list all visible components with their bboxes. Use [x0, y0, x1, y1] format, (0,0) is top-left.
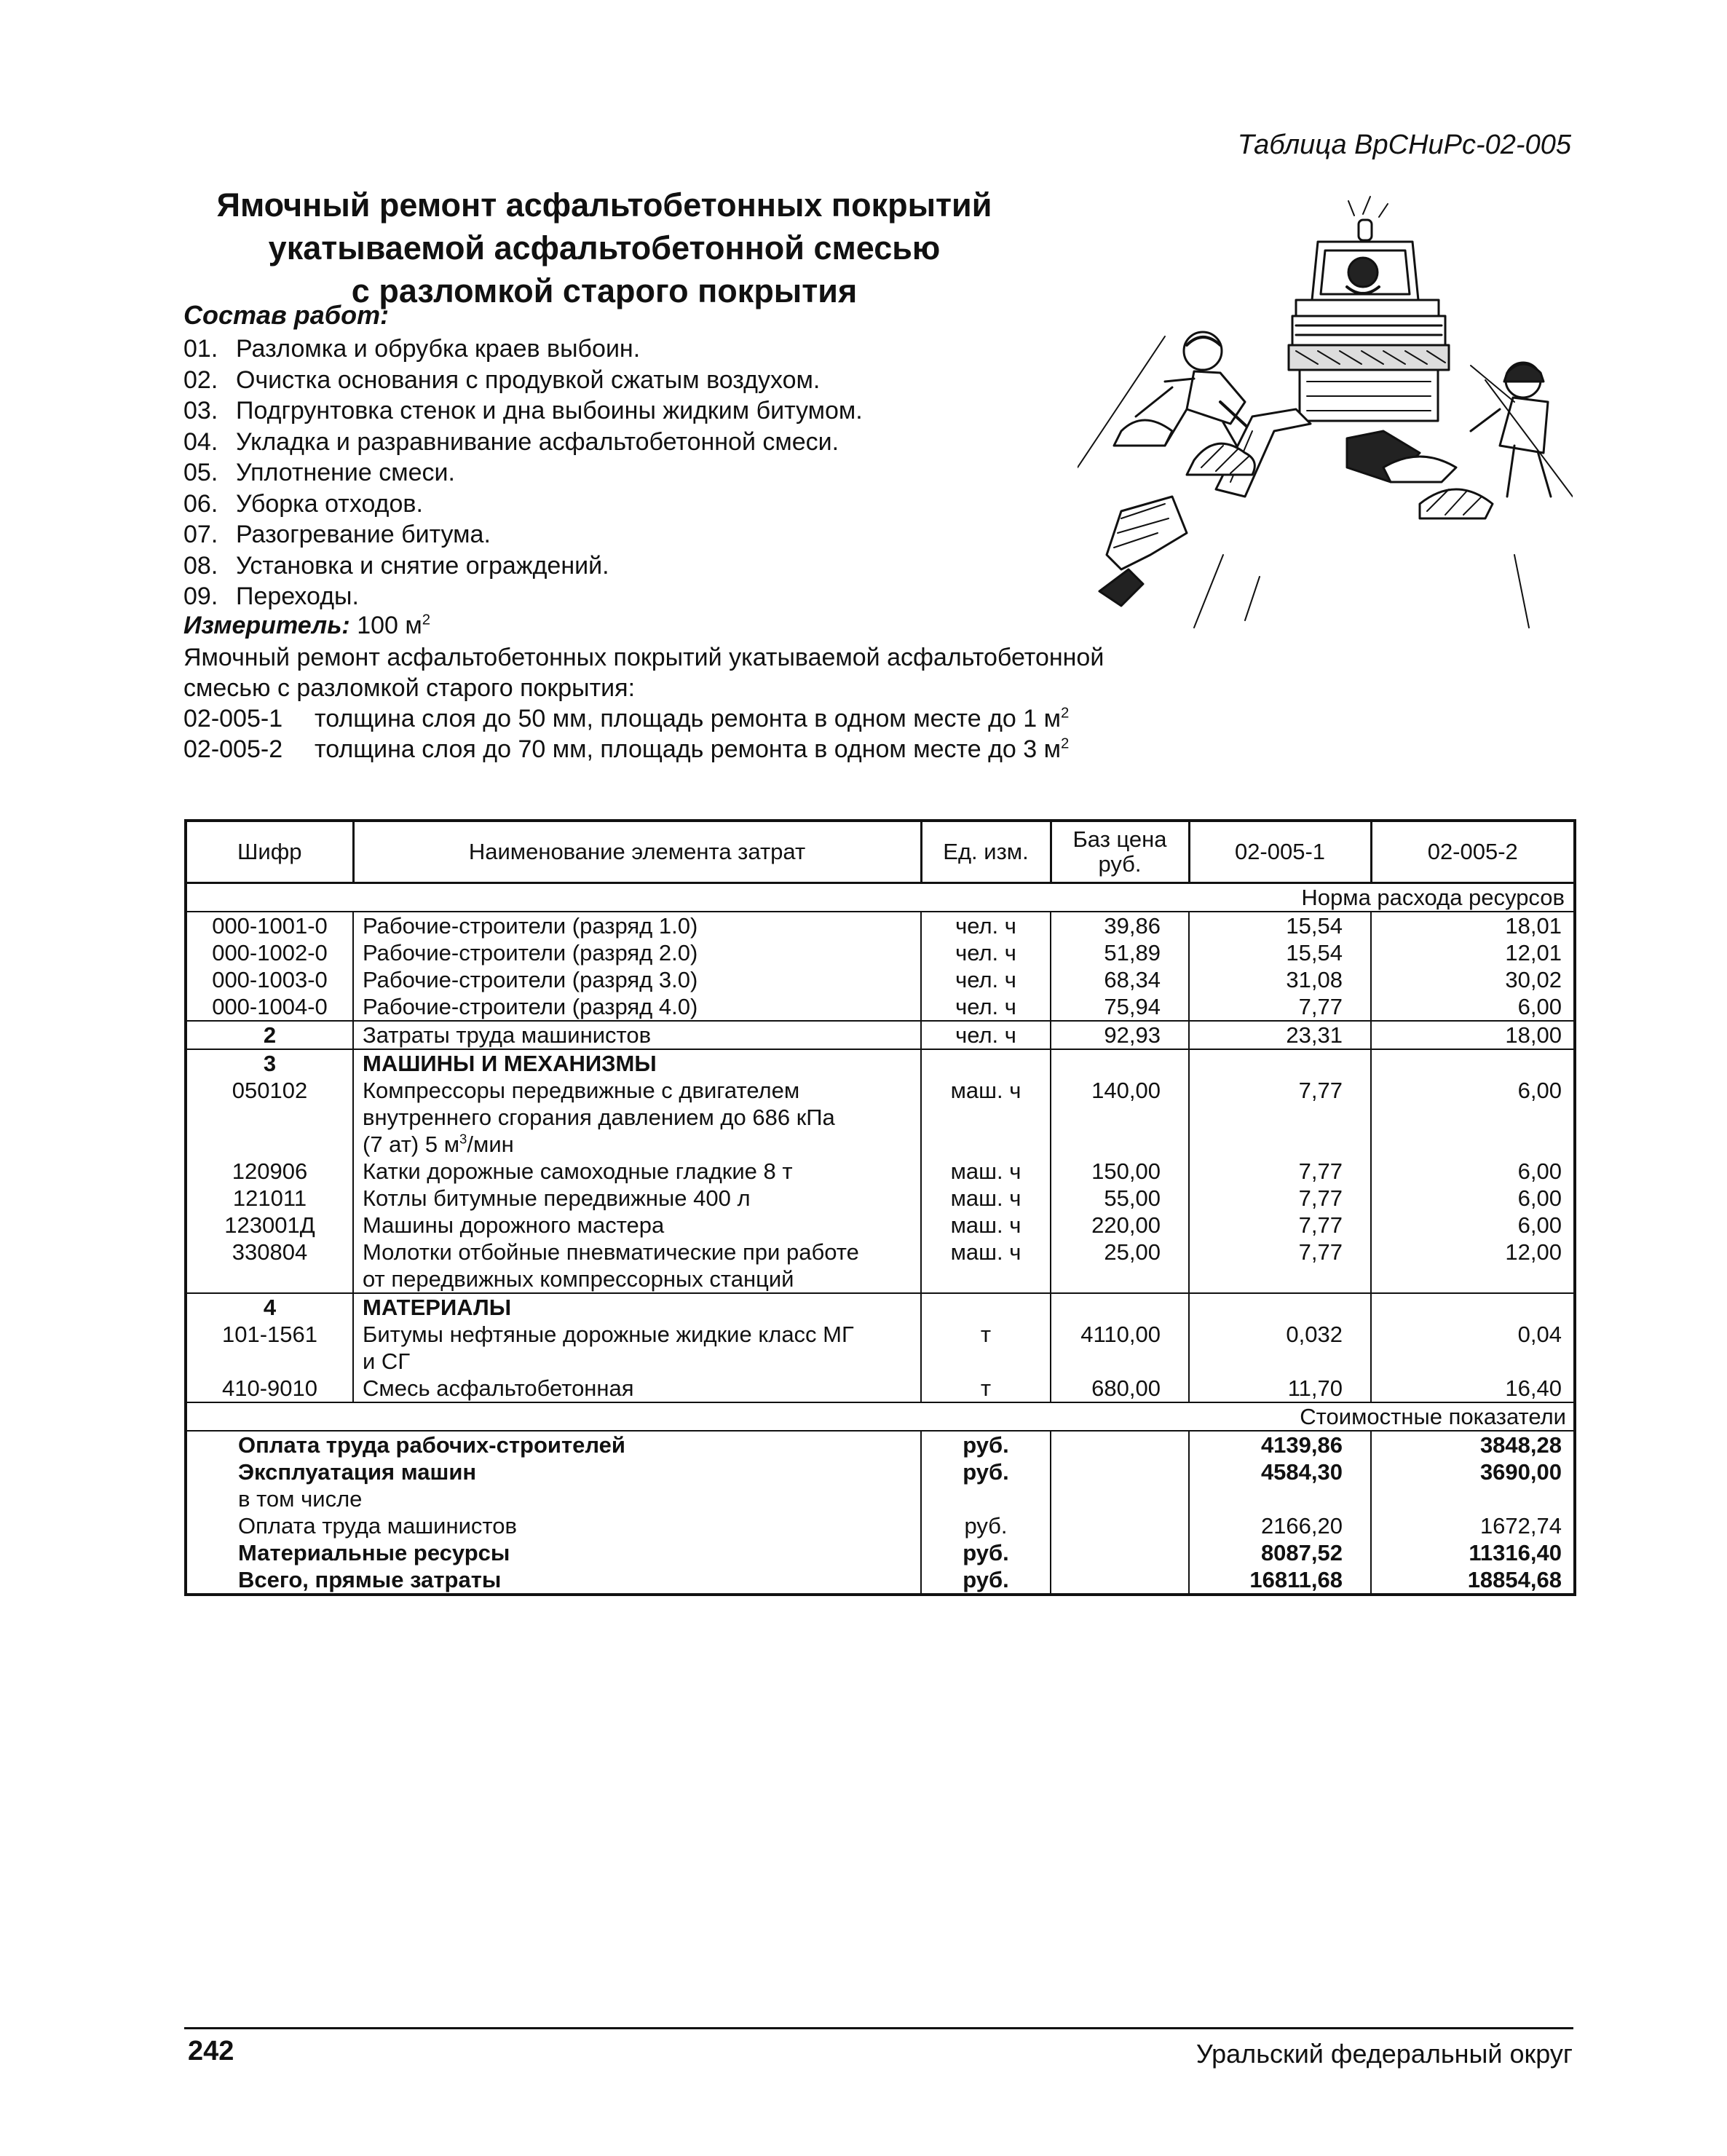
variant-text: толщина слоя до 50 мм, площадь ремонта в одном месте до 1 м — [315, 705, 1061, 733]
header-unit: Ед. изм. — [921, 821, 1051, 883]
work-item — [183, 457, 863, 489]
work-item-text: Разогревание битума. — [236, 521, 491, 548]
row-price: 220,00 — [1051, 1212, 1189, 1239]
row-variant-1: 7,77 — [1189, 993, 1371, 1021]
table-row — [186, 1321, 1575, 1375]
row-name-text: /мин — [467, 1132, 514, 1157]
work-item-number: 05. — [183, 459, 218, 486]
row-price: 39,86 — [1051, 912, 1189, 939]
total-label: Материальные ресурсы — [238, 1540, 510, 1565]
total-variant-1: 2166,20 — [1189, 1512, 1371, 1539]
table-row — [186, 1212, 1575, 1239]
row-unit: чел. ч — [921, 966, 1051, 993]
total-label: Оплата труда машинистов — [238, 1513, 517, 1539]
variant-row — [183, 703, 1104, 734]
total-variant-2: 11316,40 — [1371, 1539, 1575, 1566]
row-price: 680,00 — [1051, 1375, 1189, 1402]
header-price: Баз цена руб. — [1051, 821, 1189, 883]
work-item — [183, 365, 863, 396]
work-item-number: 06. — [183, 489, 218, 518]
row-code: 121011 — [232, 1185, 307, 1211]
work-item-text: Очистка основания с продувкой сжатым воздухом. — [236, 366, 821, 394]
work-item-number: 04. — [183, 427, 218, 456]
empty-cell — [921, 1049, 1051, 1077]
work-item-text: Подгрунтовка стенок и дна выбоины жидким битумом. — [236, 397, 863, 425]
totals-row — [186, 1485, 1575, 1512]
empty-cell — [1371, 1293, 1575, 1321]
total-variant-2: 3848,28 — [1371, 1431, 1575, 1458]
variant-code: 02-005-2 — [183, 735, 283, 763]
row-name-line: Битумы нефтяные дорожные жидкие класс МГ — [363, 1322, 854, 1347]
row-name: Затраты труда машинистов — [353, 1021, 921, 1049]
total-variant-1: 8087,52 — [1189, 1539, 1371, 1566]
empty-cell — [1051, 1539, 1189, 1566]
row-name-sup: 3 — [459, 1131, 467, 1147]
row-name — [353, 1321, 921, 1375]
cost-table — [184, 819, 1576, 1596]
variant-sup: 2 — [1061, 705, 1070, 722]
row-code: 2 — [186, 1021, 353, 1049]
row-code: 000-1002-0 — [212, 940, 328, 966]
variant-row — [183, 734, 1104, 765]
work-item — [183, 550, 863, 582]
totals-row — [186, 1566, 1575, 1595]
row-code: 000-1003-0 — [212, 967, 328, 992]
row-unit: маш. ч — [921, 1158, 1051, 1185]
work-item-text: Уплотнение смеси. — [236, 459, 455, 486]
header-name: Наименование элемента затрат — [353, 821, 921, 883]
work-item-number: 03. — [183, 397, 218, 425]
section-materials-row — [186, 1293, 1575, 1321]
works-list — [183, 333, 863, 612]
table-row — [186, 912, 1575, 939]
total-variant-1: 4584,30 — [1189, 1458, 1371, 1485]
row-code: 000-1004-0 — [212, 994, 328, 1019]
title-line-1: Ямочный ремонт асфальтобетонных покрытий — [216, 186, 992, 224]
row-variant-2: 0,04 — [1371, 1321, 1575, 1375]
totals-row — [186, 1512, 1575, 1539]
table-row — [186, 966, 1575, 993]
total-variant-1 — [1189, 1485, 1371, 1512]
row-price: 55,00 — [1051, 1185, 1189, 1212]
description-line-2: смесью с разломкой старого покрытия: — [183, 674, 636, 702]
row-name-line: внутреннего сгорания давлением до 686 кПа — [363, 1105, 835, 1130]
row-variant-1: 31,08 — [1189, 966, 1371, 993]
header-code: Шифр — [186, 821, 353, 883]
row-variant-1: 7,77 — [1189, 1239, 1371, 1293]
work-item — [183, 581, 863, 612]
description — [183, 642, 1104, 765]
work-item-number: 02. — [183, 366, 218, 394]
table-row — [186, 1077, 1575, 1158]
work-item-number: 08. — [183, 551, 218, 580]
row-unit: чел. ч — [921, 912, 1051, 939]
work-item-number: 09. — [183, 583, 218, 610]
row-price: 92,93 — [1051, 1021, 1189, 1049]
footer-region: Уральский федеральный округ — [1196, 2039, 1573, 2069]
table-row — [186, 1158, 1575, 1185]
total-label: Эксплуатация машин — [238, 1459, 477, 1485]
empty-cell — [1051, 1485, 1189, 1512]
total-variant-1: 4139,86 — [1189, 1431, 1371, 1458]
variant-code: 02-005-1 — [183, 705, 283, 733]
empty-cell — [1051, 1458, 1189, 1485]
work-item-number: 01. — [183, 335, 218, 363]
cost-header: Стоимостные показатели — [186, 1402, 1575, 1431]
work-item — [183, 333, 863, 365]
empty-cell — [1371, 1049, 1575, 1077]
row-name-line: и СГ — [363, 1349, 411, 1374]
row-price: 4110,00 — [1051, 1321, 1189, 1375]
empty-cell — [1051, 1512, 1189, 1539]
row-name — [353, 1239, 921, 1293]
total-unit: руб. — [921, 1512, 1051, 1539]
footer-divider — [184, 2027, 1573, 2029]
row-name: Смесь асфальтобетонная — [353, 1375, 921, 1402]
row-variant-2: 30,02 — [1371, 966, 1575, 993]
table-header-row — [186, 821, 1575, 883]
row-variant-2: 6,00 — [1371, 1158, 1575, 1185]
empty-cell — [1051, 1049, 1189, 1077]
table-reference: Таблица ВрСНиРс-02-005 — [1237, 130, 1571, 160]
norm-header-row — [186, 883, 1575, 912]
row-code: 410-9010 — [221, 1375, 317, 1401]
work-item — [183, 519, 863, 550]
total-label: в том числе — [238, 1486, 363, 1512]
row-code: 000-1001-0 — [212, 913, 328, 939]
row-price: 25,00 — [1051, 1239, 1189, 1293]
empty-cell — [1189, 1293, 1371, 1321]
row-variant-2: 6,00 — [1371, 1077, 1575, 1158]
table-row — [186, 1185, 1575, 1212]
row-variant-1: 15,54 — [1189, 939, 1371, 966]
row-name-line — [363, 1131, 912, 1158]
works-heading: Состав работ: — [183, 300, 390, 330]
row-unit: маш. ч — [921, 1185, 1051, 1212]
row-code: 120906 — [232, 1158, 308, 1184]
row-variant-2: 18,00 — [1371, 1021, 1575, 1049]
totals-row — [186, 1458, 1575, 1485]
work-item-text: Укладка и разравнивание асфальтобетонной смеси. — [236, 427, 839, 456]
row-name-line: от передвижных компрессорных станций — [363, 1266, 794, 1292]
row-variant-1: 23,31 — [1189, 1021, 1371, 1049]
row-variant-2: 12,00 — [1371, 1239, 1575, 1293]
empty-cell — [921, 1293, 1051, 1321]
row-variant-2: 18,01 — [1371, 912, 1575, 939]
total-label: Оплата труда рабочих-строителей — [238, 1432, 625, 1458]
row-variant-1: 11,70 — [1189, 1375, 1371, 1402]
page-number: 242 — [188, 2036, 234, 2066]
row-variant-1: 7,77 — [1189, 1158, 1371, 1185]
row-variant-2: 6,00 — [1371, 1212, 1575, 1239]
row-unit: т — [921, 1375, 1051, 1402]
row-name-line: Компрессоры передвижные с двигателем — [363, 1078, 800, 1103]
road-repair-illustration — [1078, 191, 1573, 642]
measure-value: 100 м — [357, 612, 422, 639]
row-name: Рабочие-строители (разряд 1.0) — [353, 912, 921, 939]
row-unit: маш. ч — [921, 1077, 1051, 1158]
total-variant-2: 1672,74 — [1371, 1512, 1575, 1539]
empty-cell — [1051, 1293, 1189, 1321]
variant-text: толщина слоя до 70 мм, площадь ремонта в одном месте до 3 м — [315, 735, 1061, 763]
empty-cell — [1051, 1566, 1189, 1595]
measure-sup: 2 — [422, 612, 431, 628]
section-code: 3 — [186, 1049, 353, 1077]
row-price: 75,94 — [1051, 993, 1189, 1021]
totals-row — [186, 1539, 1575, 1566]
row-name — [353, 1077, 921, 1158]
work-item-text: Уборка отходов. — [236, 489, 423, 518]
total-unit — [921, 1485, 1051, 1512]
variant-sup: 2 — [1061, 735, 1070, 752]
row-price: 51,89 — [1051, 939, 1189, 966]
row-code: 123001Д — [224, 1212, 315, 1238]
total-variant-2: 18854,68 — [1371, 1566, 1575, 1595]
work-item — [183, 395, 863, 427]
row-variant-1: 0,032 — [1189, 1321, 1371, 1375]
row-variant-2: 16,40 — [1371, 1375, 1575, 1402]
measure-label: Измеритель: — [183, 612, 350, 639]
table-row-operators — [186, 1021, 1575, 1049]
work-item-text: Переходы. — [236, 583, 359, 610]
section-machines-row — [186, 1049, 1575, 1077]
work-item-text: Разломка и обрубка краев выбоин. — [236, 335, 641, 363]
row-name: Котлы битумные передвижные 400 л — [353, 1185, 921, 1212]
row-unit: маш. ч — [921, 1239, 1051, 1293]
total-unit: руб. — [921, 1539, 1051, 1566]
row-name: Рабочие-строители (разряд 4.0) — [353, 993, 921, 1021]
row-variant-1: 7,77 — [1189, 1212, 1371, 1239]
row-unit: чел. ч — [921, 939, 1051, 966]
total-unit: руб. — [921, 1566, 1051, 1595]
row-variant-2: 12,01 — [1371, 939, 1575, 966]
work-item — [183, 427, 863, 458]
empty-cell — [1051, 1431, 1189, 1458]
total-variant-2 — [1371, 1485, 1575, 1512]
table-row — [186, 993, 1575, 1021]
section-heading: МАШИНЫ И МЕХАНИЗМЫ — [353, 1049, 921, 1077]
row-variant-1: 15,54 — [1189, 912, 1371, 939]
header-variant-2: 02-005-2 — [1371, 821, 1575, 883]
total-unit: руб. — [921, 1458, 1051, 1485]
row-name-line: Молотки отбойные пневматические при работе — [363, 1239, 859, 1265]
row-name: Катки дорожные самоходные гладкие 8 т — [353, 1158, 921, 1185]
table-row — [186, 1375, 1575, 1402]
table-row — [186, 1239, 1575, 1293]
work-item — [183, 489, 863, 520]
work-item-text: Установка и снятие ограждений. — [236, 551, 609, 580]
row-code: 330804 — [232, 1239, 308, 1265]
row-name: Рабочие-строители (разряд 2.0) — [353, 939, 921, 966]
title-line-2: укатываемой асфальтобетонной смесью — [268, 229, 941, 266]
row-variant-1: 7,77 — [1189, 1185, 1371, 1212]
total-label: Всего, прямые затраты — [238, 1567, 502, 1592]
row-unit: т — [921, 1321, 1051, 1375]
work-item-number: 07. — [183, 521, 218, 548]
row-variant-2: 6,00 — [1371, 993, 1575, 1021]
row-variant-2: 6,00 — [1371, 1185, 1575, 1212]
totals-row — [186, 1431, 1575, 1458]
header-variant-1: 02-005-1 — [1189, 821, 1371, 883]
page-title — [160, 183, 1048, 312]
row-price: 150,00 — [1051, 1158, 1189, 1185]
measure-unit — [183, 612, 430, 640]
total-variant-2: 3690,00 — [1371, 1458, 1575, 1485]
empty-cell — [1189, 1049, 1371, 1077]
row-unit: маш. ч — [921, 1212, 1051, 1239]
row-code: 050102 — [232, 1078, 308, 1103]
norm-header: Норма расхода ресурсов — [186, 883, 1575, 912]
description-line-1: Ямочный ремонт асфальтобетонных покрытий укатываемой асфальтобетонной — [183, 644, 1104, 671]
row-name-text: (7 ат) 5 м — [363, 1132, 460, 1157]
section-heading: МАТЕРИАЛЫ — [353, 1293, 921, 1321]
total-variant-1: 16811,68 — [1189, 1566, 1371, 1595]
row-name: Рабочие-строители (разряд 3.0) — [353, 966, 921, 993]
table-row — [186, 939, 1575, 966]
title-line-3: с разломкой старого покрытия — [351, 272, 858, 309]
row-unit: чел. ч — [921, 993, 1051, 1021]
cost-header-row — [186, 1402, 1575, 1431]
row-code: 101-1561 — [221, 1322, 317, 1347]
total-unit: руб. — [921, 1431, 1051, 1458]
section-code: 4 — [186, 1293, 353, 1321]
row-name: Машины дорожного мастера — [353, 1212, 921, 1239]
row-price: 140,00 — [1051, 1077, 1189, 1158]
row-price: 68,34 — [1051, 966, 1189, 993]
row-variant-1: 7,77 — [1189, 1077, 1371, 1158]
row-unit: чел. ч — [921, 1021, 1051, 1049]
